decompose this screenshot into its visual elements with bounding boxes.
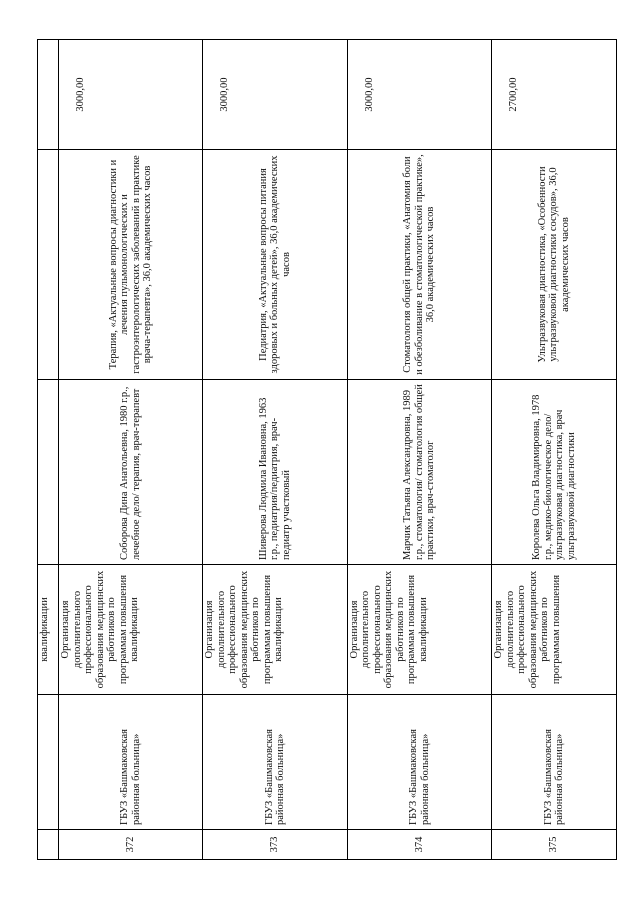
rotated-page	[37, 40, 617, 860]
certificate-cell: Организация дополнительного профессионального образования медицинских работников по программам повышения квалификации	[347, 565, 491, 695]
row-number: 373	[203, 830, 347, 860]
cont-num	[38, 830, 59, 860]
price-cell: 2700,00	[492, 40, 617, 150]
table-row-continuation	[38, 40, 59, 860]
organization-cell: ГБУЗ «Башмаковская районная больница»	[203, 695, 347, 830]
table-row	[59, 40, 203, 860]
organization-cell: ГБУЗ «Башмаковская районная больница»	[347, 695, 491, 830]
row-number: 375	[492, 830, 617, 860]
program-cell: Ультразвуковая диагностика, «Особенности ультразвуковой диагностики сосудов», 36,0 академических часов	[492, 150, 617, 380]
table-row	[492, 40, 617, 860]
certificate-cell: Организация дополнительного профессионального образования медицинских работников по программам повышения квалификации	[59, 565, 203, 695]
person-cell: Марчик Татьяна Александровна, 1989 г.р., стоматология/ стоматология общей практики, врач-стоматолог	[347, 380, 491, 565]
cont-price	[38, 40, 59, 150]
table-row	[203, 40, 347, 860]
cont-certificate: квалификации	[38, 565, 59, 695]
person-cell: Королева Ольга Владимировна, 1978 г.р., медико-биологическое дело/ультразвуковая диагностика, врач ультразвуковой диагностики	[492, 380, 617, 565]
row-number: 372	[59, 830, 203, 860]
certificate-cell: Организация дополнительного профессионального образования медицинских работников по программам повышения	[492, 565, 617, 695]
cont-program	[38, 150, 59, 380]
price-cell: 3000,00	[347, 40, 491, 150]
price-cell: 3000,00	[203, 40, 347, 150]
person-cell: Соборова Дина Анатольевна, 1980 г.р., лечебное дело/ терапия, врач-терапевт	[59, 380, 203, 565]
cont-org	[38, 695, 59, 830]
organization-cell: ГБУЗ «Башмаковская районная больница»	[59, 695, 203, 830]
program-cell: Терапия, «Актуальные вопросы диагностики и лечения пульмонологических и гастроэнтерологических заболеваний в практике врача-терапевта», 36,0 академических часов	[59, 150, 203, 380]
row-number: 374	[347, 830, 491, 860]
organization-cell: ГБУЗ «Башмаковская районная больница»	[492, 695, 617, 830]
price-cell: 3000,00	[59, 40, 203, 150]
training-table	[37, 39, 617, 860]
program-cell: Педиатрия, «Актуальные вопросы питания здоровых и больных детей», 36,0 академических часов	[203, 150, 347, 380]
table-row	[347, 40, 491, 860]
person-cell: Шиверова Людмила Ивановна, 1963 г.р., педиатрия/педиатрия, врач-педиатр участковый	[203, 380, 347, 565]
cont-name	[38, 380, 59, 565]
certificate-cell: Организация дополнительного профессионального образования медицинских работников по программам повышения квалификации	[203, 565, 347, 695]
program-cell: Стоматология общей практики, «Анатомия боли и обезболивание в стоматологической практике», 36,0 академических часов	[347, 150, 491, 380]
